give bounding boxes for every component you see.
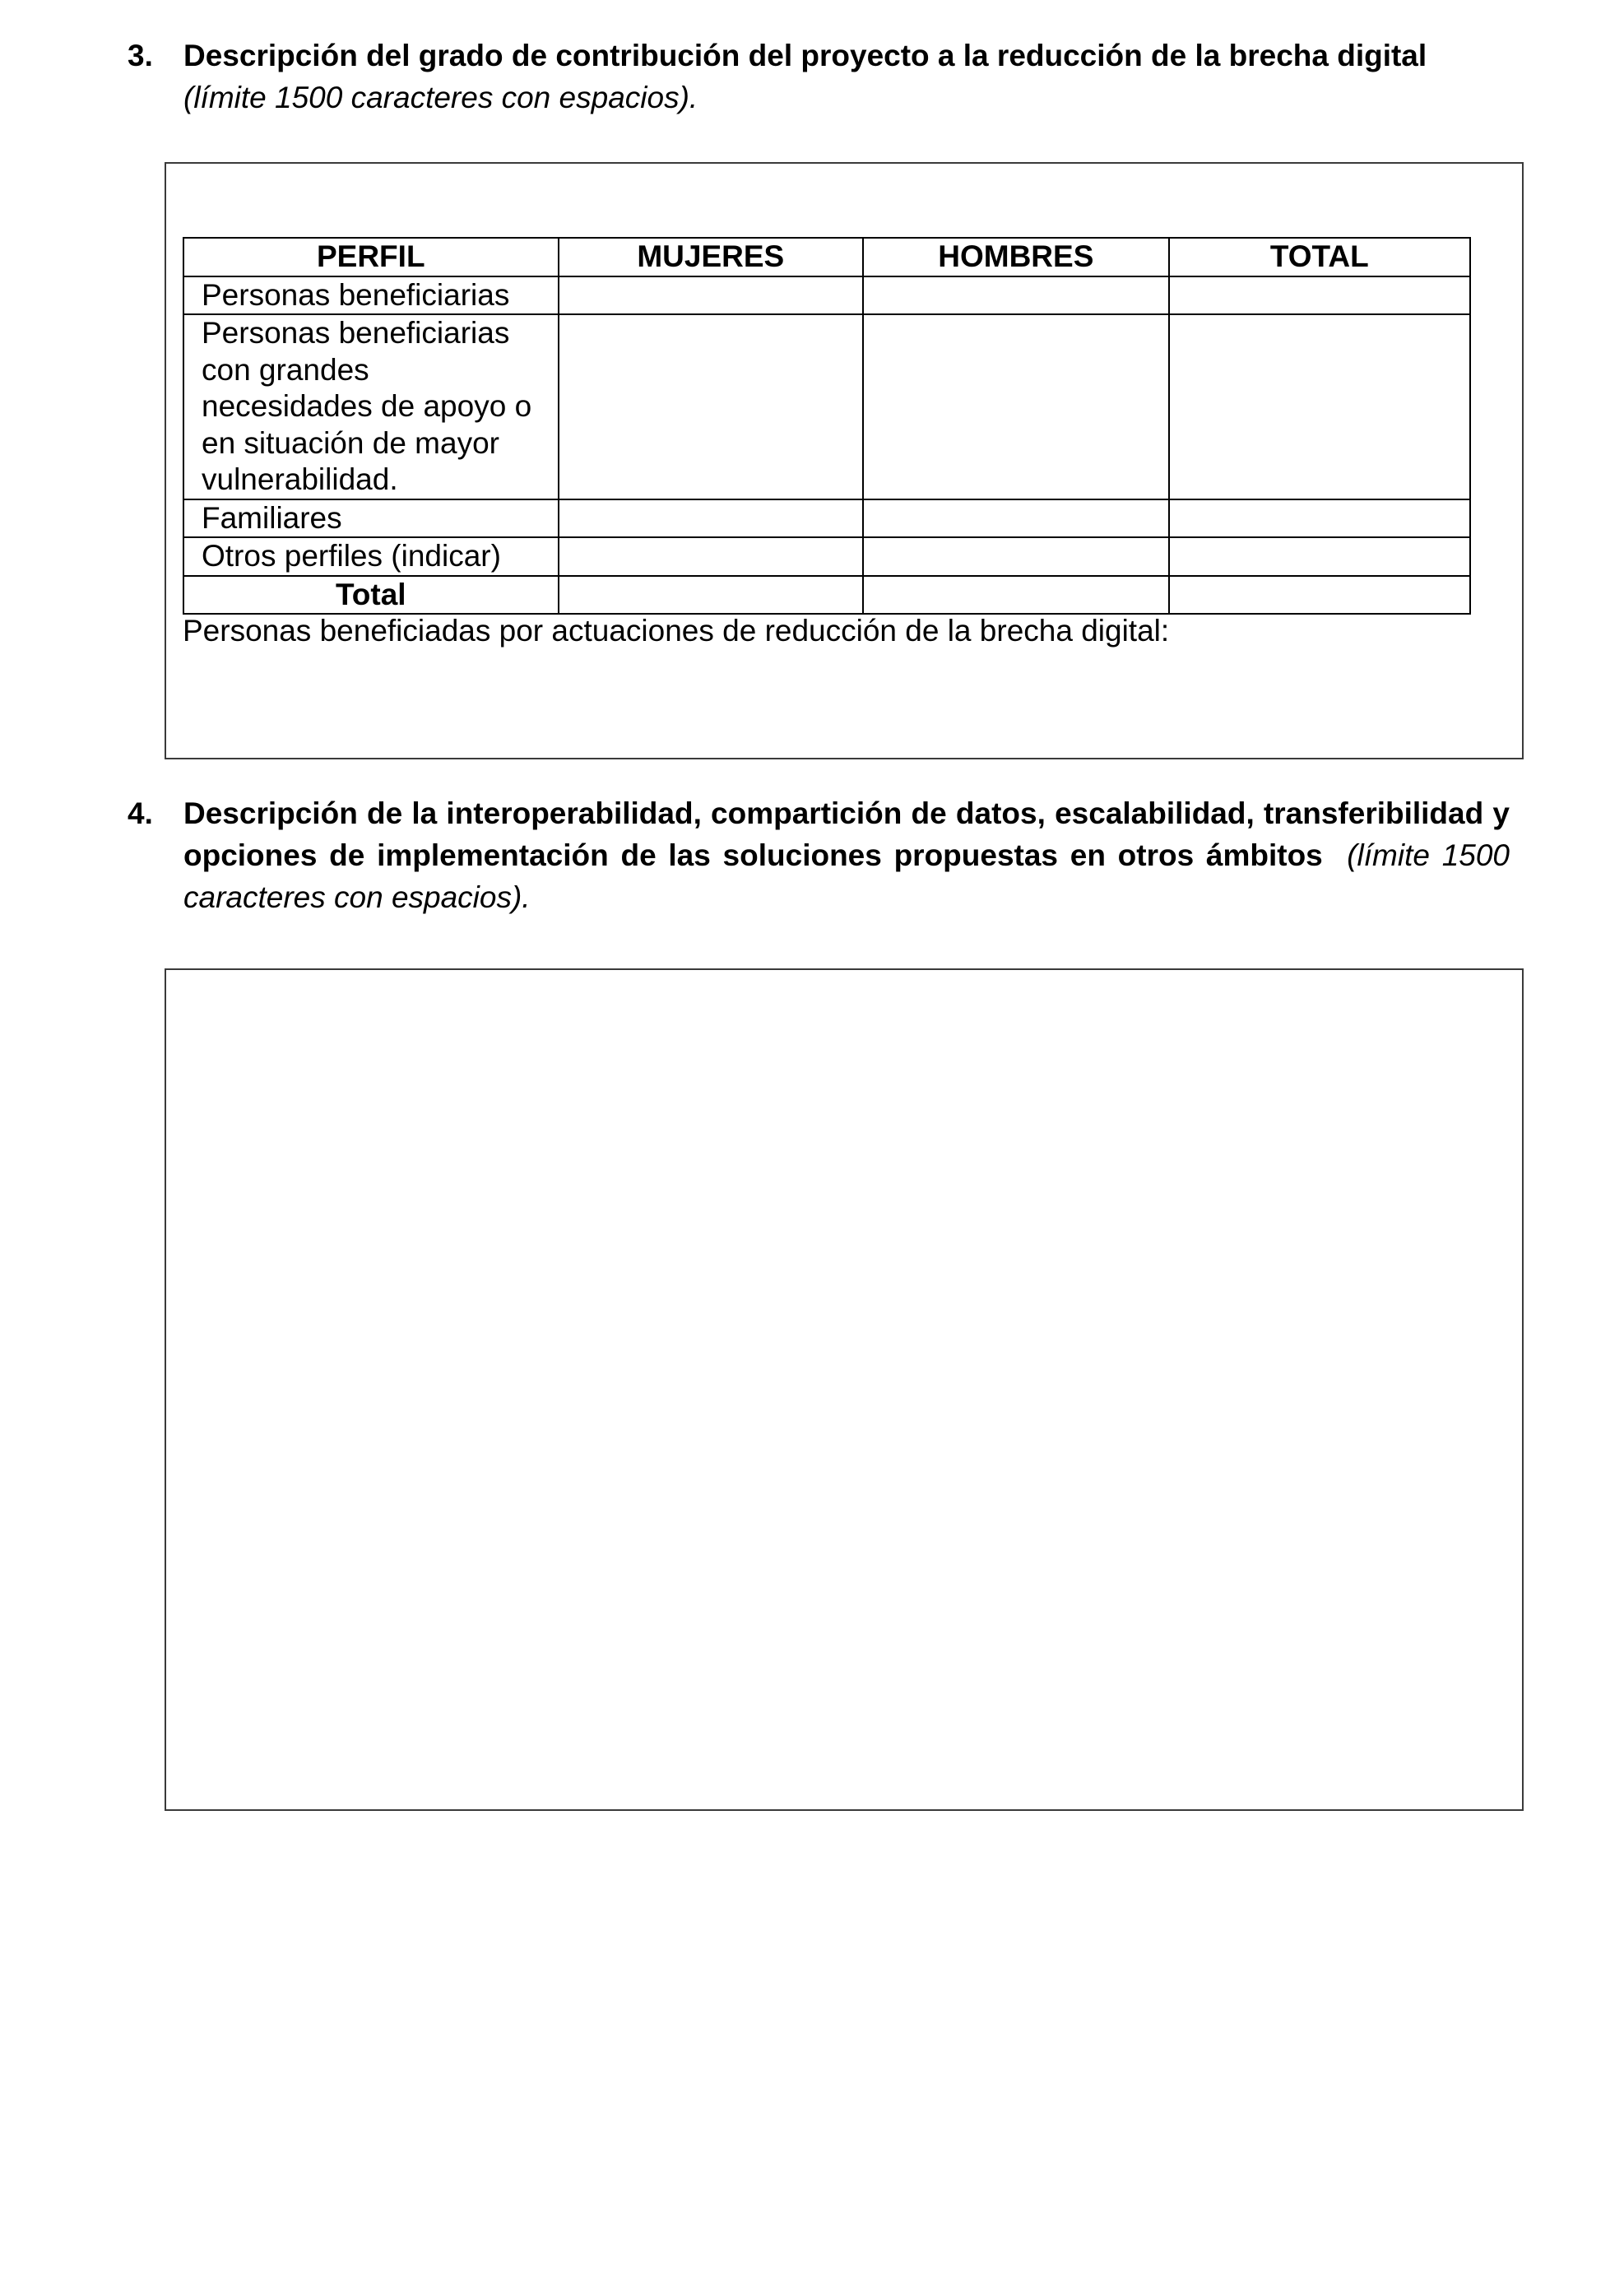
section-4-text <box>183 792 1510 918</box>
hombres-cell[interactable] <box>863 499 1169 538</box>
row-label: Familiares <box>183 499 559 538</box>
hombres-cell[interactable] <box>863 314 1169 499</box>
section-4-limit: (límite 1500 caracteres con espacios). <box>183 838 1510 914</box>
mujeres-cell[interactable] <box>559 276 864 315</box>
total-cell[interactable] <box>1169 314 1470 499</box>
header-total: TOTAL <box>1169 238 1470 276</box>
header-mujeres: MUJERES <box>559 238 864 276</box>
mujeres-cell[interactable] <box>559 314 864 499</box>
hombres-cell[interactable] <box>863 576 1169 615</box>
hombres-cell[interactable] <box>863 276 1169 315</box>
section-3-number: 3. <box>128 39 153 72</box>
table-row <box>183 499 1470 538</box>
hombres-cell[interactable] <box>863 537 1169 576</box>
section-3-heading <box>128 35 1510 118</box>
beneficiadas-label: Personas beneficiadas por actuaciones de reducción de la brecha digital: <box>183 614 1170 648</box>
mujeres-cell[interactable] <box>559 499 864 538</box>
header-hombres: HOMBRES <box>863 238 1169 276</box>
table-row <box>183 537 1470 576</box>
table-row <box>183 276 1470 315</box>
section-3-text <box>183 35 1510 118</box>
row-label-total: Total <box>183 576 559 615</box>
total-cell[interactable] <box>1169 537 1470 576</box>
total-cell[interactable] <box>1169 499 1470 538</box>
section-4-number: 4. <box>128 796 153 830</box>
table-row <box>183 314 1470 499</box>
row-label: Personas beneficiarias <box>183 276 559 315</box>
table-total-row <box>183 576 1470 615</box>
header-perfil: PERFIL <box>183 238 559 276</box>
table-header-row <box>183 238 1470 276</box>
row-label: Personas beneficiarias con grandes necesidades de apoyo o en situación de mayor vulnerabilidad. <box>183 314 559 499</box>
section-4-heading <box>128 792 1510 918</box>
section-4-title: Descripción de la interoperabilidad, compartición de datos, escalabilidad, transferibilidad y opciones de implementación de las soluciones propuestas en otros ámbitos <box>183 796 1510 872</box>
mujeres-cell[interactable] <box>559 576 864 615</box>
mujeres-cell[interactable] <box>559 537 864 576</box>
total-cell[interactable] <box>1169 276 1470 315</box>
total-cell[interactable] <box>1169 576 1470 615</box>
profile-table <box>183 237 1471 615</box>
row-label: Otros perfiles (indicar) <box>183 537 559 576</box>
section-3-title: Descripción del grado de contribución del proyecto a la reducción de la brecha digital <box>183 39 1427 72</box>
section-4-answer-box[interactable] <box>165 968 1524 1811</box>
section-3-limit: (límite 1500 caracteres con espacios). <box>183 81 698 114</box>
